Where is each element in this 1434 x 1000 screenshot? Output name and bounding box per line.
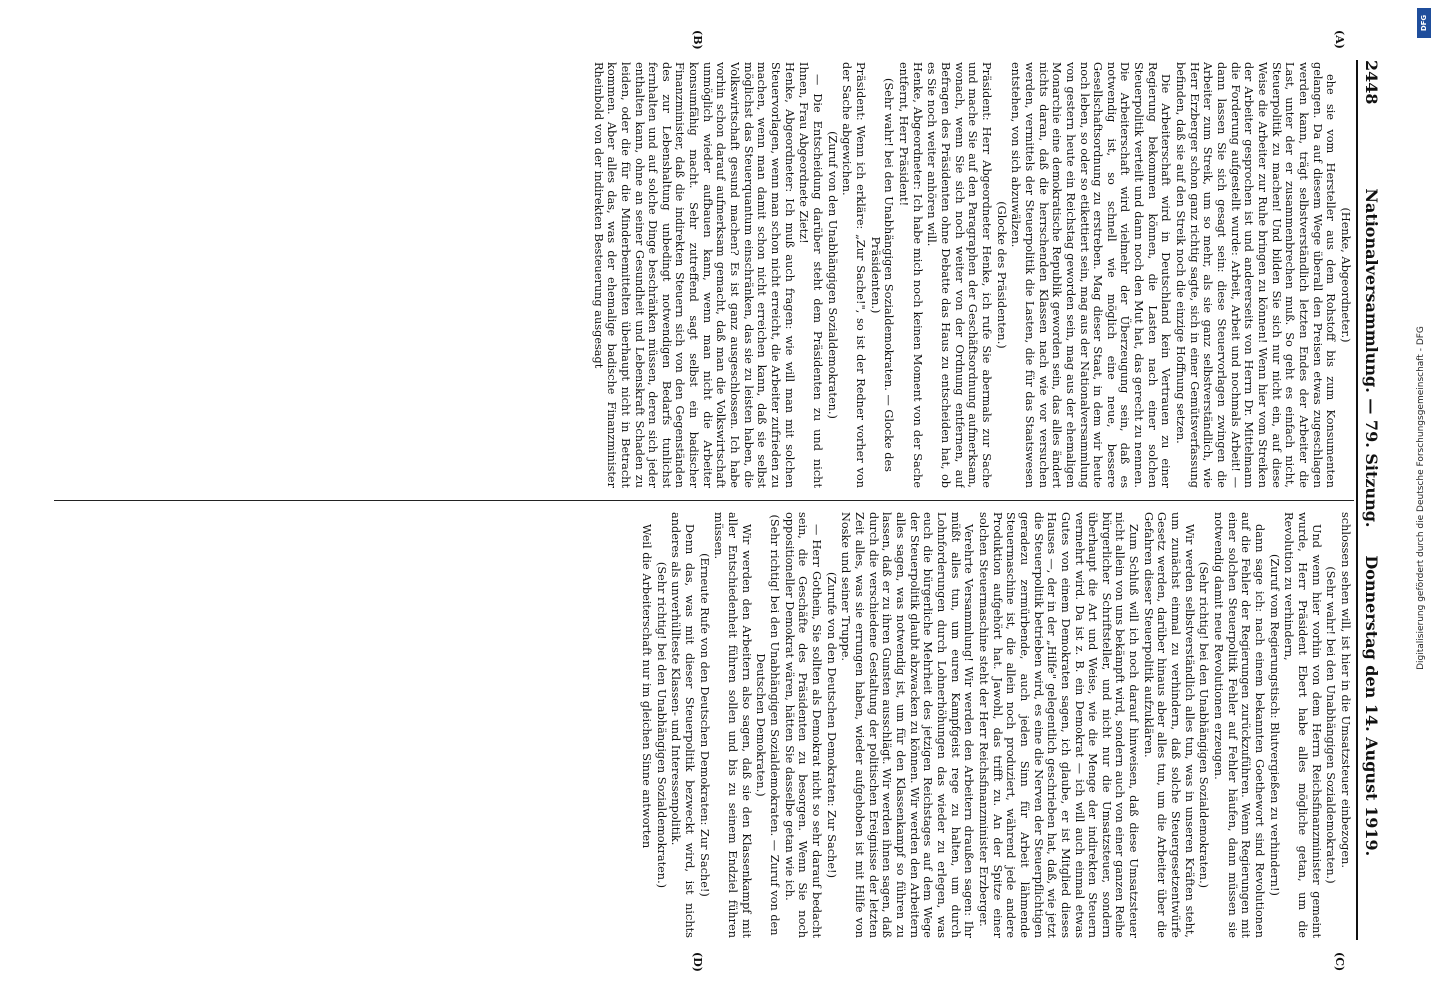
paragraph: (Zurufe von den Deutschen Demokraten: Zur Sache!) bbox=[824, 572, 838, 878]
dfg-logo: DFG bbox=[1417, 8, 1431, 38]
paragraph: Präsident: Wenn ich erkläre: „Zur Sache!", so ist der Redner vorher von der Sache abgewichen. bbox=[840, 62, 868, 488]
paragraph: Denn das, was mit dieser Steuerpolitik bezweckt wird, ist nichts anderes als unverhüllteste Klassen- und Interessenpolitik. bbox=[669, 512, 697, 938]
paragraph: schlossen sehen will, ist hier in die Umsatzsteuer einbezogen. bbox=[1339, 512, 1352, 868]
paragraph: dann sage ich: nach einem bekannten Goethewort sind Revolutionen auf die Fehler der Regierungen zurückzuführen. Wenn Regierungen mit einer solchen Steuerpolitik Fehler auf Fehler häufen, dann müssen sie notwendig damit neue Revolutionen erzeugen. bbox=[1212, 512, 1267, 938]
paragraph: (Sehr wahr! bei den Unabhängigen Sozialdemokraten. — Glocke des Präsidenten.) bbox=[868, 78, 896, 472]
paragraph: Wir werden selbstverständlich alles tun, was in unseren Kräften steht, um zunächst einmal zu verhindern, daß solche Steuergesetzentwürfe Gesetz werden, darüber hinaus aber alles tun, um die Arbeiter über die Gefahren dieser Steuerpolitik aufzuklären. bbox=[1141, 512, 1196, 938]
right-column bbox=[52, 512, 1352, 938]
margin-mark-a: (A) bbox=[1333, 30, 1346, 49]
paragraph: (Henke, Abgeordneter.) bbox=[1339, 207, 1352, 343]
session-date: Donnerstag den 14. August 1919. bbox=[1362, 555, 1381, 857]
paragraph: ehe sie vom Hersteller aus dem Rohstoff bis zum Konsumenten gelangen. Da auf diesem Wege überall den Preisen etwas zugeschlagen werden kann, trägt selbstverständlich letzten Endes der Arbeiter die Last, unter der er zusammenbrechen muß. So geht es einfach nicht, Steuerpolitik zu machen! Und bilden Sie sich nur nicht ein, auf diese Weise die Arbeiter zur Ruhe bringen zu können! Wenn hier vom Streiken der Arbeiter gesprochen ist und andererseits von Herrn Dr. Mittelmann die Forderung aufgestellt wurde: Arbeit, Arbeit und nochmals Arbeit! — dann lassen Sie sich gesagt sein: diese Steuervorlagen zwingen die Arbeiter zum Streik, um so mehr, als sie ganz selbstverständlich, wie Herr Erzberger schon ganz richtig sagte, sich in einer Gemütsverfassung befinden, daß sie auf den Streik noch die einzige Hoffnung setzen. bbox=[1174, 62, 1338, 488]
paragraph: Die Arbeiterschaft wird in Deutschland kein Vertrauen zu einer Regierung bekommen können, die Lasten nach einer solchen Steuerpolitik verteilt und dann noch den Mut hat, das gerecht zu nennen. Die Arbeiterschaft wird vielmehr der Überzeugung sein, daß es notwendig ist, so schnell wie möglich eine neue, bessere Gesellschaftsordnung zu erstreben. Mag dieser Staat, in dem wir heute noch leben, so oder so etikettiert sein, mag aus der Nationalversammlung von gestern heute ein Reichstag geworden sein, mag aus der ehemaligen Monarchie eine demokratische Republik geworden sein, das alles ändert nichts daran, daß die herrschenden Klassen nach wie vor versuchen werden, vermittels der Steuerpolitik die Lasten, die für das Staatswesen entstehen, von sich abzuwälzen. bbox=[1009, 62, 1173, 488]
dfg-notice: Digitalisierung gefördert durch die Deutsche Forschungsgemeinschaft - DFG bbox=[1416, 326, 1426, 670]
paragraph: — Herr Gothein, Sie sollten als Demokrat nicht so sehr darauf bedacht sein, die Geschäfte des Präsidenten zu besorgen. Wenn Sie noch oppositioneller Demokrat wären, hätten Sie dasselbe getan wie ich. bbox=[782, 512, 824, 938]
paragraph: (Sehr richtig! bei den Unabhängigen Sozialdemokraten.) bbox=[1197, 561, 1211, 889]
paragraph: (Sehr richtig! bei den Unabhängigen Sozialdemokraten. — Zuruf von den Deutschen Demokraten.) bbox=[754, 514, 782, 936]
paragraph: Wir werden den Arbeitern also sagen, daß sie den Klassenkampf mit aller Entschiedenheit führen sollen und bis zu seinem Endziel führen müssen. bbox=[712, 512, 753, 938]
margin-mark-d: (D) bbox=[691, 952, 704, 972]
paragraph: (Sehr wahr! bei den Unabhängigen Sozialdemokraten.) bbox=[1324, 566, 1338, 884]
margin-mark-c: (C) bbox=[1333, 952, 1346, 972]
paragraph: (Zuruf von den Unabhängigen Sozialdemokraten.) bbox=[825, 131, 839, 419]
column-divider bbox=[54, 500, 1354, 501]
page-number: 2448 bbox=[1362, 60, 1381, 105]
session-label: — 79. Sitzung. bbox=[1362, 398, 1381, 528]
paragraph: Zum Schluß will ich noch darauf hinweisen, daß diese Umsatzsteuer nicht allein von uns bekämpft wird, sondern auch von einer ganzen Reihe bürgerlicher Schriftsteller, und nicht nur die Umsatzsteuer, sondern überhaupt die Art und Weise, wie die Menge der indirekten Steuern vermehrt wird. Da ist z. B. ein Demokrat — ich will auch einmal etwas Gutes von einem Demokraten sagen, ich glaube, er ist Mitglied dieses Hauses —, der in der „Hilfe" gelegentlich geschrieben hat, daß, wie jetzt die Steuerpolitik betrieben wird, es eine die Nerven der Steuerpflichtigen geradezu zermürbende, auch jeden Sinn für Arbeit lähmende Steuermaschine ist, die allein noch produziert, während jede andere Produktion aufgehört hat. Jawohl, das trifft zu. An der Spitze einer solchen Steuermaschine steht der Herr Reichsfinanzminister Erzberger. bbox=[976, 512, 1141, 938]
paragraph: (Erneute Rufe von den Deutschen Demokraten: Zur Sache!) bbox=[697, 553, 711, 897]
paragraph: Henke, Abgeordneter: Ich habe mich noch keinen Moment von der Sache entfernt, Herr Präsident! bbox=[897, 62, 924, 488]
assembly-name: Nationalversammlung. bbox=[1362, 188, 1381, 393]
paragraph: — Die Entscheidung darüber steht dem Präsidenten zu und nicht Ihnen, Frau Abgeordnete Zietz! bbox=[797, 62, 825, 488]
paragraph: (Sehr richtig! bei den Unabhängigen Sozialdemokraten.) bbox=[654, 561, 668, 889]
paragraph: Präsident: Herr Abgeordneter Henke, ich rufe Sie abermals zur Sache und mache Sie auf den Paragraphen der Geschäftsordnung aufmerksam, wonach, wenn Sie sich noch weiter von der Ordnung entfernen, auf Befragen des Präsidenten ohne Debatte das Haus zu entscheiden hat, ob es Sie noch weiter anhören will. bbox=[925, 62, 993, 488]
header-title bbox=[1362, 105, 1381, 940]
paragraph: (Zuruf vom Regierungstisch: Blutvergießen zu verhindern!) bbox=[1267, 554, 1281, 896]
paragraph: Henke, Abgeordneter: Ich muß auch fragen: wie will man mit solchen Steuervorlagen, wenn man schon nicht erreicht, die Arbeiter zufrieden zu machen, wenn man damit schon nicht erreichen kann, daß sie selbst möglichst das Steuerquantum einschränken, das sie zu leisten haben, die Volkswirtschaft gesund machen? Es ist ganz ausgeschlossen. Ich habe vorhin schon darauf aufmerksam gemacht, daß man die Volkswirtschaft unmöglich wieder aufbauen kann, wenn man nicht die Arbeiter konsumfähig macht. Sehr zutreffend sagt selbst ein badischer Finanzminister, daß die indirekten Steuern sich von den Gegenständen des zur Lebenshaltung unbedingt notwendigen Bedarfs tunlichst fernhalten und auf solche Dinge beschränken müssen, deren sich jeder enthalten kann, ohne an seiner Gesundheit und Lebenskraft Schaden zu leiden, oder die für die Minderbemittelten überhaupt nicht in Betracht kommen. Aber alles das, was der ehemalige badische Finanzminister Rheinbold von der indirekten Besteuerung ausgesagt bbox=[591, 62, 796, 488]
left-column bbox=[52, 62, 1352, 488]
paragraph: (Glocke des Präsidenten.) bbox=[994, 201, 1008, 349]
page-header bbox=[1356, 60, 1394, 940]
paragraph: Und wenn hier vorhin von dem Herrn Reichsfinanzminister gemeint wurde, Herr Präsident Ebert habe alles mögliche getan, um die Revolution zu verhindern, bbox=[1282, 512, 1323, 938]
margin-mark-b: (B) bbox=[691, 30, 704, 50]
paragraph: Verehrte Versammlung! Wir werden den Arbeitern draußen sagen: Ihr müßt alles tun, um euren Kampfgeist rege zu halten, um durch Lohnforderungen durch Lohnerhöhungen das wieder zu erlegen, was euch die bürgerliche Mehrheit des jetzigen Reichstages auf dem Wege der Steuerpolitik glaubt abzwacken zu können. Wir werden den Arbeitern alles sagen, was notwendig ist, um für den Klassenkampf so führen zu lassen, daß er zu ihren Gunsten ausschlägt. Wir werden ihnen sagen, daß durch die verschiedene Gestaltung der politischen Ereignisse der letzten Zeit alles, was sie errungen haben, wieder aufgehoben ist mit Hilfe von Noske und seiner Truppe. bbox=[839, 512, 976, 938]
paragraph: Weil die Arbeiterschaft nur im gleichen Sinne antworten bbox=[640, 524, 654, 849]
